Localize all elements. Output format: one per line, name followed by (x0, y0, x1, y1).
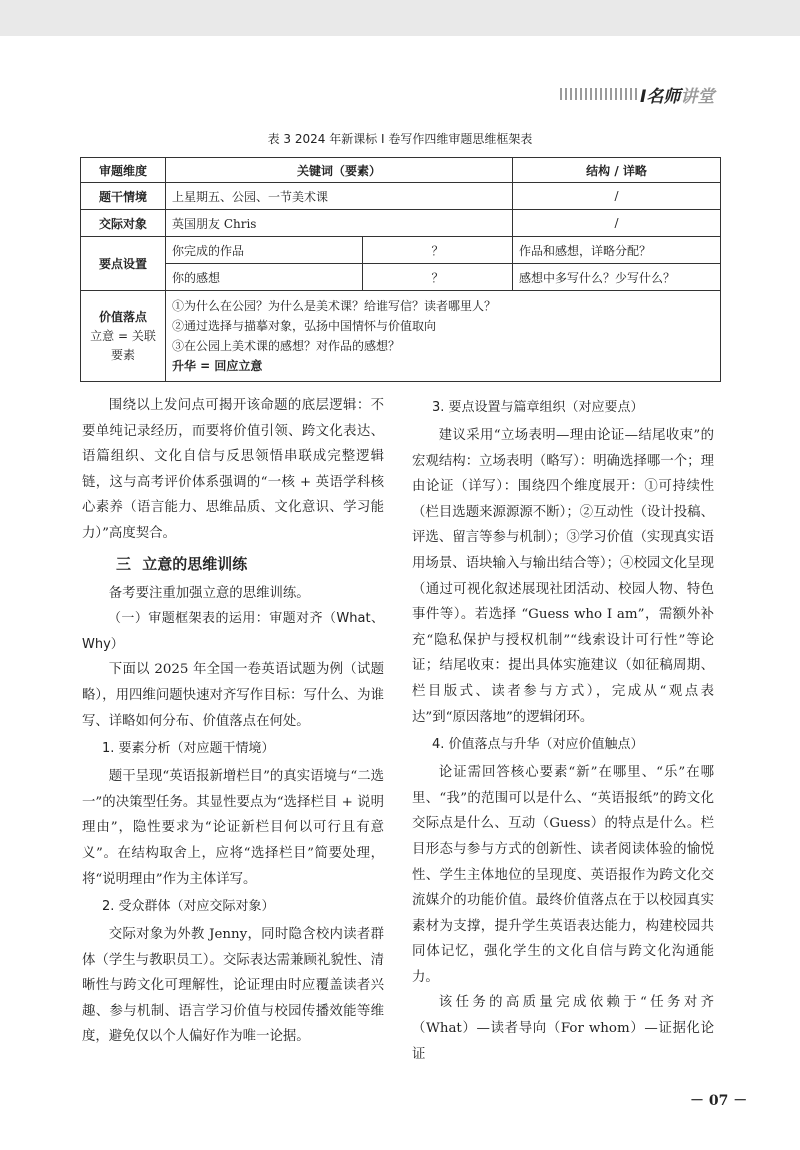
paragraph: 交际对象为外教 Jenny，同时隐含校内读者群体（学生与教职员工）。交际表达需兼顾礼貌性、清晰性与跨文化可理解性，论证理由时应覆盖读者兴趣、参与机制、语言学习价值与校园传播效能等维度，避免仅以个人偏好作为唯一论据。 (82, 927, 384, 1045)
top-band (0, 0, 800, 36)
row-structure: / (513, 210, 721, 237)
paragraph: 下面以 2025 年全国一卷英语试题为例（试题略），用四维问题快速对齐写作目标：写什么、为谁写、详略如何分布、价值落点在何处。 (82, 662, 384, 729)
header-hatch-decoration (560, 88, 640, 100)
row-question-mark: ？ (363, 264, 513, 291)
paragraph: 论证需回答核心要素“新”在哪里、“乐”在哪里、“我”的范围可以是什么、“英语报纸”的跨文化交际点是什么、互动（Guess）的特点是什么。栏目形态与参与方式的创新性、读者阅读体验的愉悦性、学生主体地位的呈现度、英语报作为跨文化交流媒介的功能价值。最终价值落点在于以校园真实素材为支撑，提升学生英语表达能力，构建校园共同体记忆，强化学生的文化自信与跨文化沟通能力。 (412, 765, 714, 985)
subheading: 2. 受众群体（对应交际对象） (102, 899, 275, 915)
column-header-part2: 讲堂 (680, 87, 715, 107)
table-row (81, 210, 721, 237)
dimension-line: 立意 = 关联 (90, 328, 156, 343)
row-question-mark: ？ (363, 237, 513, 264)
row-dimension: 题干情境 (81, 183, 166, 210)
paragraph: 备考要注重加强立意的思维训练。 (108, 585, 310, 601)
row-structure: 感想中多写什么？少写什么？ (513, 264, 721, 291)
value-points-cell (166, 291, 721, 382)
dimension-line: 价值落点 (98, 309, 147, 324)
table-header-row (81, 158, 721, 183)
header-structure: 结构 / 详略 (513, 158, 721, 183)
page-number: － 07 － (690, 1093, 748, 1109)
table-row (81, 291, 721, 382)
row-keywords: 英国朋友 Chris (166, 210, 513, 237)
table-caption: 表 3 2024 年新课标 Ⅰ 卷写作四维审题思维框架表 (267, 132, 533, 146)
row-dimension: 交际对象 (81, 210, 166, 237)
subheading: 1. 要素分析（对应题干情境） (102, 741, 275, 757)
paragraph: 该任务的高质量完成依赖于“任务对齐（What）—读者导向（For whom）—证据化论证 (412, 995, 714, 1062)
value-point: ③在公园上美术课的感想？对作品的感想？ (172, 339, 401, 353)
row-structure: 作品和感想，详略分配？ (513, 237, 721, 264)
dimension-line: 要素 (110, 347, 135, 362)
subheading: 3. 要点设置与篇章组织（对应要点） (432, 400, 644, 415)
row-keywords: 上星期五、公园、一节美术课 (166, 183, 513, 210)
right-column (412, 393, 714, 1067)
paragraph: 建议采用“立场表明—理由论证—结尾收束”的宏观结构：立场表明（略写）：明确选择哪一个；理由论证（详写）：围绕四个维度展开：①可持续性（栏目选题来源源源不断）；②互动性（设计投稿、评选、留言等参与机制）；③学习价值（实现真实语用场景、语块输入与输出结合等）；④校园文化呈现（通过可视化叙述展现社团活动、校园人物、特色事件等）。若选择 “Guess who I am”，需额外补充“隐私保护与授权机制”“线索设计可行性”等论证；结尾收束：提出具体实施建议（如征稿周期、栏目版式、读者参与方式），完成从“观点表达”到“原因落地”的逻辑闭环。 (412, 428, 714, 725)
table-row (81, 183, 721, 210)
row-dimension (81, 291, 166, 382)
left-column (82, 393, 384, 1050)
row-keywords: 你完成的作品 (166, 237, 363, 264)
subheading: 4. 价值落点与升华（对应价值触点） (432, 737, 644, 753)
thinking-framework-table (80, 157, 721, 382)
row-structure: / (513, 183, 721, 210)
value-point: ②通过选择与描摹对象，弘扬中国情怀与价值取向 (172, 319, 437, 333)
table-row (81, 264, 721, 291)
subsection-heading: （一）审题框架表的运用：审题对齐（What、Why） (82, 611, 384, 652)
column-header (640, 82, 720, 107)
paragraph: 题干呈现“英语报新增栏目”的真实语境与“二选一”的决策型任务。其显性要点为“选择栏目 + 说明理由”，隐性要求为“论证新栏目何以可行且有意义”。在结构取舍上，应将“选择栏目”简要处理，将“说明理由”作为主体详写。 (82, 769, 384, 887)
value-point: ①为什么在公园？为什么是美术课？给谁写信？读者哪里人？ (172, 299, 497, 313)
header-dimension: 审题维度 (81, 158, 166, 183)
table-row (81, 237, 721, 264)
section-heading: 三 立意的思维训练 (116, 554, 248, 573)
row-dimension: 要点设置 (81, 237, 166, 291)
value-point: 升华 = 回应立意 (172, 359, 263, 373)
row-keywords: 你的感想 (166, 264, 363, 291)
column-header-part1: Ⅰ名师 (640, 87, 681, 107)
paragraph: 围绕以上发问点可揭开该命题的底层逻辑：不要单纯记录经历，而要将价值引领、跨文化表达、语篇组织、文化自信与反思领悟串联成完整逻辑链，这与高考评价体系强调的“一核 + 英语学科核心素养（语言能力、思维品质、文化意识、学习能力）”高度契合。 (82, 398, 384, 541)
header-keywords: 关键词（要素） (166, 158, 513, 183)
